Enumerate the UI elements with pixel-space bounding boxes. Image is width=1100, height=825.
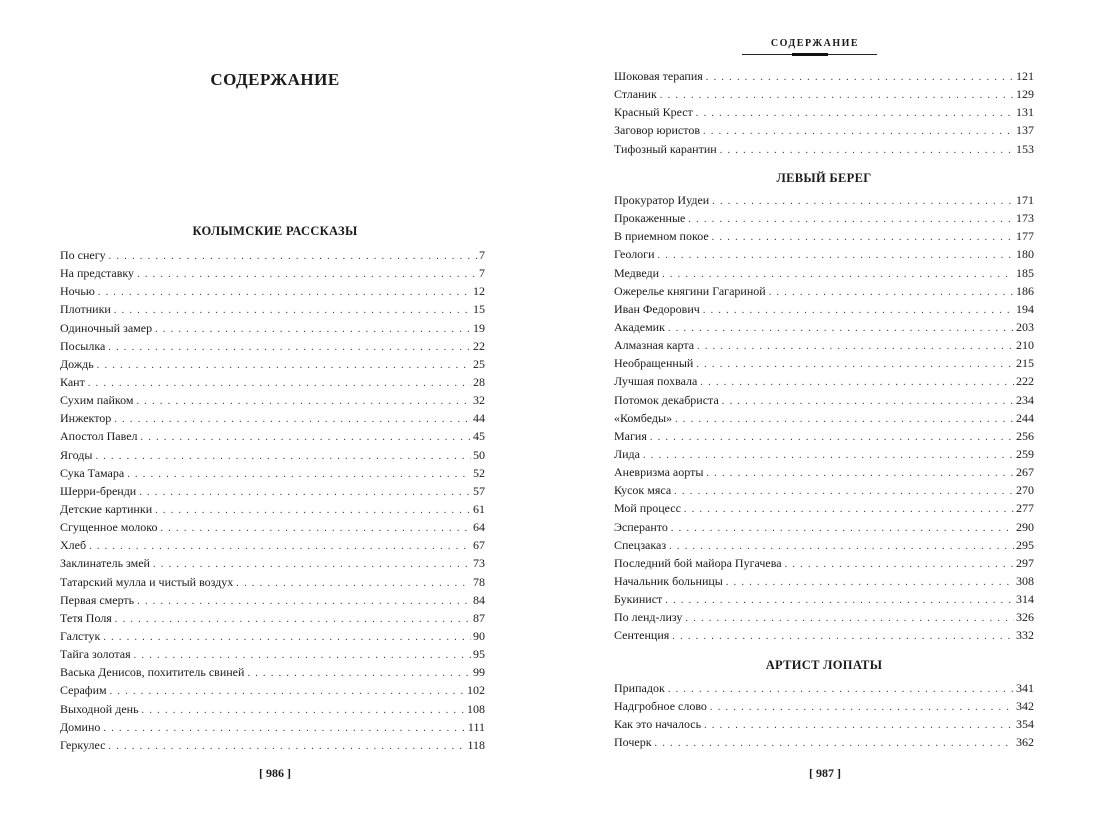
- toc-entry-title: Мой процесс: [614, 501, 681, 516]
- toc-entry: [614, 67, 1034, 85]
- toc-entry-page: 185: [1016, 265, 1034, 280]
- toc-entry-page: 270: [1016, 483, 1034, 498]
- page-number-right: [ 987 ]: [809, 766, 841, 780]
- toc-entry-page: 362: [1016, 735, 1034, 750]
- toc-entry-page: 99: [473, 665, 485, 680]
- dot-leader: [684, 501, 1014, 519]
- toc-entry: [614, 463, 1034, 481]
- toc-entry-title: Шоковая терапия: [614, 69, 703, 83]
- dot-leader: [665, 592, 1014, 610]
- toc-entry-title: Сухим пайком: [60, 393, 134, 408]
- toc-entry-title: Букинист: [614, 592, 663, 607]
- toc-entry-page: 137: [1016, 123, 1034, 138]
- toc-entry-title: Как это началось: [614, 717, 702, 732]
- toc-entry: [614, 209, 1034, 227]
- toc-entry-title: Потомок декабриста: [614, 392, 719, 407]
- dot-leader: [136, 393, 471, 411]
- toc-entry-page: 314: [1016, 592, 1034, 607]
- toc-entry: [614, 679, 1034, 697]
- toc-list-kolyma-tales: [60, 246, 485, 754]
- toc-entry-page: 131: [1016, 105, 1034, 120]
- toc-entry-page: 354: [1016, 717, 1034, 732]
- toc-entry: [60, 718, 485, 736]
- toc-entry-page: 108: [467, 701, 485, 716]
- dot-leader: [658, 247, 1014, 265]
- toc-entry-page: 44: [473, 411, 485, 426]
- toc-entry: [614, 318, 1034, 336]
- dot-leader: [720, 142, 1014, 160]
- dot-leader: [236, 575, 471, 593]
- dot-leader: [95, 448, 471, 466]
- toc-entry: [60, 681, 485, 699]
- toc-entry-page: 102: [467, 683, 485, 698]
- contents-title: СОДЕРЖАНИЕ: [210, 70, 340, 89]
- toc-entry: [60, 391, 485, 409]
- dot-leader: [115, 611, 471, 629]
- toc-entry-page: 22: [473, 338, 485, 353]
- toc-entry: [614, 445, 1034, 463]
- toc-entry-title: Медведи: [614, 265, 660, 280]
- toc-entry-title: На представку: [60, 266, 135, 281]
- toc-entry: [60, 427, 485, 445]
- toc-entry-title: Выходной день: [60, 701, 139, 716]
- toc-entry-title: Надгробное слово: [614, 699, 707, 714]
- toc-entry-title: Прокаженные: [614, 211, 686, 226]
- toc-entry-page: 153: [1016, 141, 1034, 156]
- dot-leader: [710, 699, 1014, 717]
- toc-entry-title: Магия: [614, 428, 647, 443]
- dot-leader: [110, 683, 465, 701]
- toc-entry: [614, 391, 1034, 409]
- toc-entry: [60, 373, 485, 391]
- toc-list-left-bank: [614, 191, 1034, 645]
- toc-entry-title: Ночью: [60, 284, 95, 299]
- toc-entry: [614, 121, 1034, 139]
- toc-entry-page: 277: [1016, 501, 1034, 516]
- toc-entry-page: 25: [473, 356, 485, 371]
- toc-entry: [60, 518, 485, 536]
- toc-entry-title: Припадок: [614, 681, 665, 695]
- toc-entry: [614, 103, 1034, 121]
- toc-entry: [60, 591, 485, 609]
- toc-entry-title: В приемном покое: [614, 229, 709, 244]
- toc-entry-title: Тетя Поля: [60, 610, 112, 625]
- toc-entry-page: 57: [473, 483, 485, 498]
- toc-entry-page: 194: [1016, 301, 1034, 316]
- toc-entry-title: Татарский мулла и чистый воздух: [60, 574, 234, 589]
- toc-entry-title: Сгущенное молоко: [60, 520, 158, 535]
- dot-leader: [675, 411, 1014, 429]
- toc-entry-title: Спецзаказ: [614, 537, 667, 552]
- toc-entry-page: 111: [467, 719, 485, 734]
- toc-entry: [614, 715, 1034, 733]
- toc-entry-title: Тайга золотая: [60, 647, 131, 662]
- dot-leader: [712, 193, 1014, 211]
- toc-entry-page: 90: [473, 628, 485, 643]
- toc-entry-title: Васька Денисов, похититель свиней: [60, 665, 245, 680]
- toc-entry: [60, 282, 485, 300]
- dot-leader: [139, 484, 471, 502]
- dot-leader: [696, 105, 1014, 123]
- toc-entry-title: Сука Тамара: [60, 465, 125, 480]
- toc-entry-page: 61: [473, 501, 485, 516]
- toc-entry-title: Заклинатель змей: [60, 556, 150, 571]
- section-title-shovel-artist: АРТИСТ ЛОПАТЫ: [765, 658, 883, 672]
- toc-entry: [60, 464, 485, 482]
- toc-entry-page: 244: [1016, 410, 1034, 425]
- toc-entry-title: Домино: [60, 719, 101, 734]
- toc-entry-title: Аневризма аорты: [614, 465, 704, 480]
- toc-entry: [60, 536, 485, 554]
- toc-entry-page: 180: [1016, 247, 1034, 262]
- toc-entry-page: 95: [473, 647, 485, 662]
- toc-entry: [614, 227, 1034, 245]
- toc-entry-page: 64: [473, 520, 485, 535]
- dot-leader: [109, 248, 477, 266]
- toc-entry-title: Первая смерть: [60, 592, 135, 607]
- dot-leader: [706, 69, 1014, 87]
- toc-entry-title: Апостол Павел: [60, 429, 138, 444]
- dot-leader: [785, 556, 1014, 574]
- section-title-left-bank: ЛЕВЫЙ БЕРЕГ: [776, 171, 872, 185]
- toc-entry: [60, 663, 485, 681]
- toc-entry: [614, 733, 1034, 751]
- toc-entry-page: 308: [1016, 573, 1034, 588]
- toc-entry-page: 295: [1016, 537, 1034, 552]
- toc-entry-title: Иван Федорович: [614, 301, 700, 316]
- toc-entry-title: Шерри-бренди: [60, 483, 137, 498]
- toc-entry-title: Красный Крест: [614, 105, 693, 120]
- toc-entry-page: 12: [473, 284, 485, 299]
- toc-entry: [614, 608, 1034, 626]
- dot-leader: [108, 339, 471, 357]
- toc-entry-title: Прокуратор Иудеи: [614, 193, 710, 207]
- dot-leader: [142, 702, 465, 720]
- toc-entry-page: 173: [1016, 211, 1034, 226]
- toc-entry: [614, 697, 1034, 715]
- toc-entry: [614, 481, 1034, 499]
- toc-entry-page: 45: [473, 429, 485, 444]
- toc-entry: [60, 264, 485, 282]
- dot-leader: [722, 393, 1014, 411]
- toc-entry-title: Серафим: [60, 683, 107, 698]
- toc-entry-page: 118: [467, 737, 485, 752]
- toc-entry-page: 19: [473, 320, 485, 335]
- running-head: СОДЕРЖАНИЕ: [770, 38, 860, 49]
- toc-entry: [60, 409, 485, 427]
- toc-entry: [60, 736, 485, 754]
- toc-entry: [614, 282, 1034, 300]
- dot-leader: [137, 593, 471, 611]
- dot-leader: [703, 302, 1014, 320]
- toc-entry-page: 267: [1016, 465, 1034, 480]
- toc-entry: [614, 518, 1034, 536]
- toc-entry-page: 32: [473, 393, 485, 408]
- toc-entry: [60, 573, 485, 591]
- toc-entry-title: Заговор юристов: [614, 123, 701, 138]
- dot-leader: [655, 735, 1014, 753]
- dot-leader: [668, 681, 1014, 699]
- toc-entry-page: 121: [1016, 69, 1034, 83]
- toc-entry-title: Ягоды: [60, 447, 93, 462]
- toc-entry-page: 129: [1016, 87, 1034, 102]
- toc-entry: [614, 264, 1034, 282]
- toc-entry-title: Дождь: [60, 356, 94, 371]
- toc-entry-page: 87: [473, 610, 485, 625]
- toc-entry-page: 326: [1016, 610, 1034, 625]
- toc-entry-title: Ожерелье княгини Гагариной: [614, 283, 766, 298]
- dot-leader: [674, 483, 1014, 501]
- dot-leader: [114, 411, 471, 429]
- dot-leader: [769, 284, 1014, 302]
- toc-entry-page: 50: [473, 447, 485, 462]
- toc-entry-page: 186: [1016, 283, 1034, 298]
- dot-leader: [88, 375, 471, 393]
- toc-entry-title: Академик: [614, 319, 665, 334]
- toc-entry-title: По ленд-лизу: [614, 610, 683, 625]
- toc-entry-page: 15: [473, 302, 485, 317]
- toc-entry-title: Необращенный: [614, 356, 694, 371]
- toc-entry-title: Инжектор: [60, 411, 112, 426]
- toc-entry: [60, 627, 485, 645]
- toc-entry: [614, 300, 1034, 318]
- dot-leader: [726, 574, 1014, 592]
- dot-leader: [103, 720, 465, 738]
- section-title-kolyma-tales: КОЛЫМСКИЕ РАССКАЗЫ: [192, 224, 358, 238]
- dot-leader: [108, 738, 465, 756]
- toc-entry: [60, 300, 485, 318]
- toc-entry-title: Лида: [614, 446, 640, 461]
- dot-leader: [685, 610, 1014, 628]
- toc-entry-page: 210: [1016, 338, 1034, 353]
- toc-entry-page: 28: [473, 374, 485, 389]
- toc-entry: [60, 319, 485, 337]
- toc-entry-title: Кант: [60, 374, 85, 389]
- toc-entry: [614, 536, 1034, 554]
- toc-entry: [614, 336, 1034, 354]
- toc-entry: [614, 572, 1034, 590]
- toc-entry-title: «Комбеды»: [614, 410, 673, 425]
- toc-entry-title: Лучшая похвала: [614, 374, 698, 389]
- toc-entry: [614, 245, 1034, 263]
- toc-list-continued: [614, 67, 1034, 158]
- dot-leader: [97, 357, 471, 375]
- toc-entry: [60, 554, 485, 572]
- dot-leader: [700, 374, 1014, 392]
- toc-entry-title: Алмазная карта: [614, 338, 695, 353]
- toc-entry-title: Эсперанто: [614, 519, 668, 534]
- toc-entry-title: Детские картинки: [60, 501, 153, 516]
- toc-entry-page: 256: [1016, 428, 1034, 443]
- toc-entry: [614, 554, 1034, 572]
- dot-leader: [127, 466, 471, 484]
- toc-entry-title: Геологи: [614, 247, 655, 262]
- dot-leader: [697, 338, 1014, 356]
- toc-entry-page: 215: [1016, 356, 1034, 371]
- toc-entry-page: 73: [473, 556, 485, 571]
- toc-entry-title: Посылка: [60, 338, 106, 353]
- toc-entry: [60, 446, 485, 464]
- toc-entry: [614, 409, 1034, 427]
- toc-entry: [60, 355, 485, 373]
- toc-entry-page: 171: [1016, 193, 1034, 207]
- dot-leader: [696, 356, 1014, 374]
- dot-leader: [671, 520, 1014, 538]
- toc-entry-page: 84: [473, 592, 485, 607]
- toc-entry-title: Сентенция: [614, 628, 670, 643]
- dot-leader: [137, 266, 477, 284]
- toc-entry-title: Тифозный карантин: [614, 141, 717, 156]
- toc-entry-title: По снегу: [60, 248, 106, 262]
- dot-leader: [688, 211, 1014, 229]
- dot-leader: [703, 123, 1014, 141]
- dot-leader: [160, 520, 471, 538]
- toc-entry: [60, 645, 485, 663]
- right-page: [550, 0, 1100, 825]
- running-head-rule-accent: [792, 53, 828, 56]
- toc-entry: [60, 700, 485, 718]
- toc-entry-page: 332: [1016, 628, 1034, 643]
- page-number-left: [ 986 ]: [259, 766, 291, 780]
- dot-leader: [650, 429, 1014, 447]
- toc-entry-page: 203: [1016, 319, 1034, 334]
- toc-entry-title: Хлеб: [60, 538, 87, 553]
- dot-leader: [114, 302, 471, 320]
- toc-entry: [614, 372, 1034, 390]
- toc-entry-title: Плотники: [60, 302, 111, 317]
- toc-entry: [614, 191, 1034, 209]
- toc-entry: [614, 85, 1034, 103]
- toc-entry-page: 52: [473, 465, 485, 480]
- toc-entry-page: 222: [1016, 374, 1034, 389]
- toc-entry-page: 290: [1016, 519, 1034, 534]
- dot-leader: [247, 665, 471, 683]
- toc-entry-page: 297: [1016, 555, 1034, 570]
- dot-leader: [98, 284, 471, 302]
- dot-leader: [672, 628, 1014, 646]
- dot-leader: [155, 502, 471, 520]
- toc-entry-page: 78: [473, 574, 485, 589]
- toc-entry-title: Кусок мяса: [614, 483, 672, 498]
- dot-leader: [712, 229, 1014, 247]
- dot-leader: [103, 629, 471, 647]
- toc-entry: [614, 140, 1034, 158]
- dot-leader: [668, 320, 1014, 338]
- toc-entry-page: 7: [479, 248, 485, 262]
- toc-entry: [614, 354, 1034, 372]
- toc-entry: [614, 590, 1034, 608]
- toc-entry-page: 234: [1016, 392, 1034, 407]
- dot-leader: [660, 87, 1014, 105]
- toc-entry-title: Стланик: [614, 87, 657, 102]
- toc-entry-title: Одиночный замер: [60, 320, 153, 335]
- dot-leader: [704, 717, 1014, 735]
- toc-entry-title: Начальник больницы: [614, 573, 723, 588]
- toc-entry-page: 177: [1016, 229, 1034, 244]
- toc-entry-page: 342: [1016, 699, 1034, 714]
- toc-entry: [60, 609, 485, 627]
- toc-list-shovel-artist: [614, 679, 1034, 752]
- toc-entry: [614, 499, 1034, 517]
- toc-entry: [614, 626, 1034, 644]
- toc-entry-page: 67: [473, 538, 485, 553]
- toc-entry-page: 259: [1016, 446, 1034, 461]
- toc-entry-title: Почерк: [614, 735, 652, 750]
- toc-entry-title: Последний бой майора Пугачева: [614, 555, 782, 570]
- dot-leader: [155, 321, 471, 339]
- toc-entry: [614, 427, 1034, 445]
- toc-entry: [60, 246, 485, 264]
- toc-entry-page: 7: [479, 266, 485, 281]
- toc-entry-title: Геркулес: [60, 737, 106, 752]
- dot-leader: [141, 429, 471, 447]
- toc-entry-title: Галстук: [60, 628, 101, 643]
- toc-entry: [60, 500, 485, 518]
- toc-entry-page: 341: [1016, 681, 1034, 695]
- toc-entry: [60, 337, 485, 355]
- dot-leader: [706, 465, 1014, 483]
- toc-entry: [60, 482, 485, 500]
